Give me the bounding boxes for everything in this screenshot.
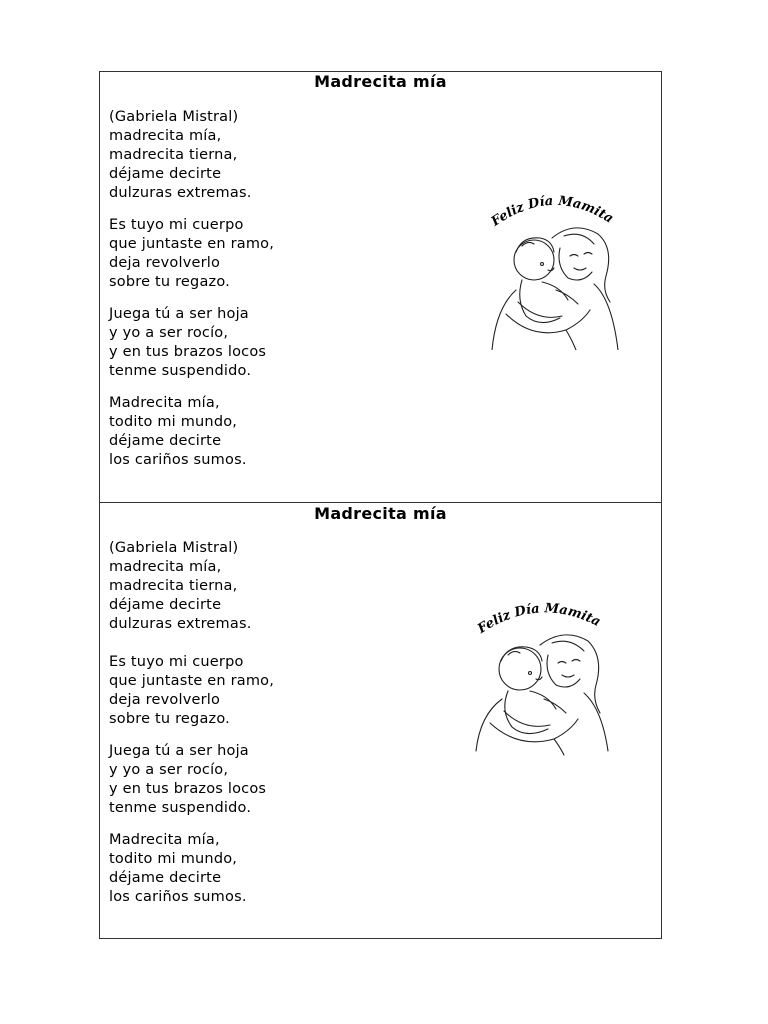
illustration-caption: Feliz Día Mamita (488, 193, 616, 230)
poem-card-2 (99, 502, 662, 939)
stanza-2 (109, 653, 274, 729)
poem-title: Madrecita mía (314, 72, 447, 91)
mother-child-illustration (482, 190, 626, 350)
poem-line: los cariños sumos. (109, 889, 247, 905)
poem-line: madrecita tierna, (109, 578, 238, 594)
poem-author: (Gabriela Mistral) (109, 540, 239, 556)
poem-line: déjame decirte (109, 597, 222, 613)
poem-line: y yo a ser rocío, (109, 762, 229, 778)
poem-line: y en tus brazos locos (109, 344, 267, 360)
poem-line: todito mi mundo, (109, 851, 238, 867)
poem-line: Juega tú a ser hoja (109, 743, 249, 759)
poem-line: Juega tú a ser hoja (109, 306, 249, 322)
poem-line: Es tuyo mi cuerpo (109, 217, 244, 233)
mother-child-illustration (468, 601, 616, 761)
poem-line: sobre tu regazo. (109, 274, 230, 290)
poem-line: y en tus brazos locos (109, 781, 267, 797)
poem-body (109, 539, 274, 920)
poem-line: tenme suspendido. (109, 800, 252, 816)
poem-line: déjame decirte (109, 870, 222, 886)
poem-line: que juntaste en ramo, (109, 236, 275, 252)
poem-line: y yo a ser rocío, (109, 325, 229, 341)
poem-line: Madrecita mía, (109, 395, 220, 411)
poem-line: déjame decirte (109, 433, 222, 449)
stanza-3 (109, 742, 274, 818)
illustration-caption: Feliz Día Mamita (475, 601, 603, 637)
poem-line: madrecita tierna, (109, 147, 238, 163)
stanza-4 (109, 394, 274, 470)
mother-child-drawing (482, 190, 626, 350)
stanza-1 (109, 127, 274, 203)
poem-line: dulzuras extremas. (109, 185, 252, 201)
poem-line: Es tuyo mi cuerpo (109, 654, 244, 670)
poem-line: Madrecita mía, (109, 832, 220, 848)
poem-line: que juntaste en ramo, (109, 673, 275, 689)
stanza-1 (109, 558, 274, 634)
stanza-3 (109, 305, 274, 381)
stanza-4 (109, 831, 274, 907)
poem-card-1 (99, 71, 662, 503)
poem-line: los cariños sumos. (109, 452, 247, 468)
stanza-2 (109, 216, 274, 292)
poem-line: deja revolverlo (109, 255, 221, 271)
mother-child-drawing (468, 601, 616, 761)
poem-line: sobre tu regazo. (109, 711, 230, 727)
poem-line: madrecita mía, (109, 128, 222, 144)
poem-line: madrecita mía, (109, 559, 222, 575)
poem-body (109, 108, 274, 483)
poem-line: tenme suspendido. (109, 363, 252, 379)
poem-author: (Gabriela Mistral) (109, 109, 239, 125)
poem-line: déjame decirte (109, 166, 222, 182)
poem-title: Madrecita mía (314, 504, 447, 523)
poem-line: deja revolverlo (109, 692, 221, 708)
poem-line: dulzuras extremas. (109, 616, 252, 632)
poem-line: todito mi mundo, (109, 414, 238, 430)
